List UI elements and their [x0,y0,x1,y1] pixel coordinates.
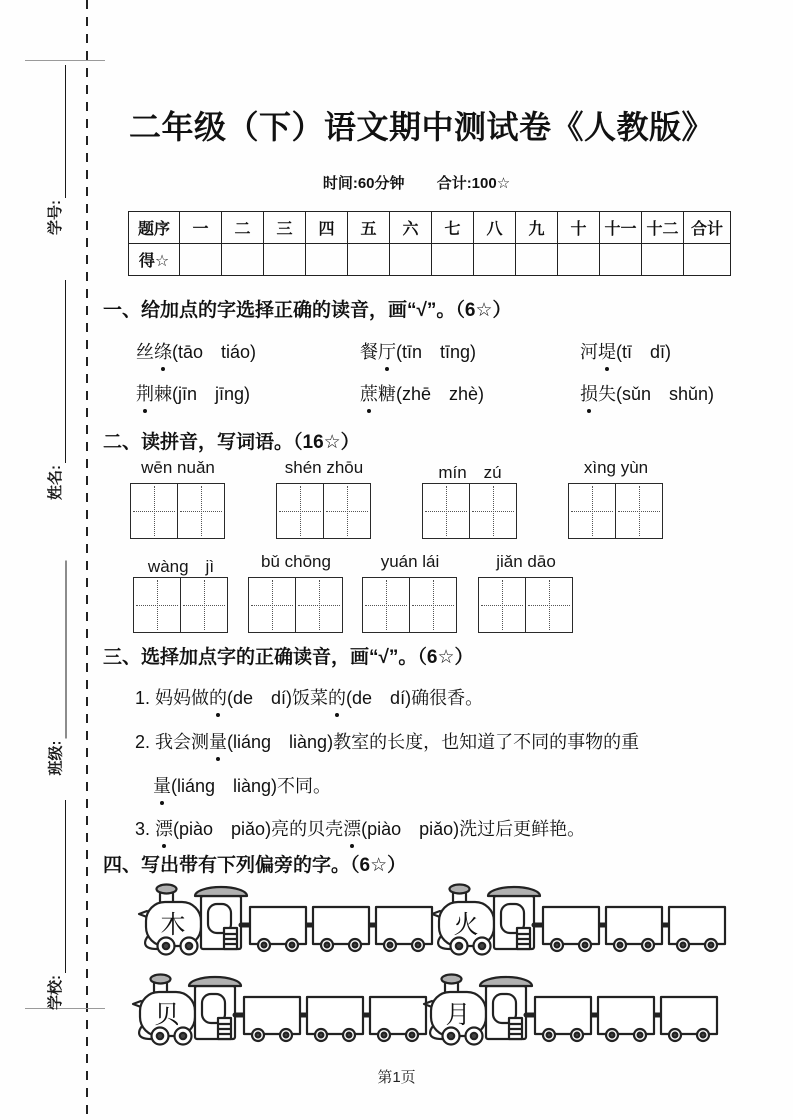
train-car [661,997,717,1034]
pinyin-word-unit [133,552,229,633]
pinyin-label: bǔ chōng [261,552,331,571]
score-cell [222,244,264,276]
score-table-header-cell: 四 [306,212,348,244]
train-chimney-cap [450,885,470,894]
writing-grid-cell [469,484,516,538]
sidebar-field-blank-line [49,800,66,973]
pinyin-label: wàng jì [147,557,215,576]
train-car [307,997,363,1034]
pinyin-label: xìng yùn [583,458,649,477]
q3-sentence: 2. 我会测量(liáng liàng)教室的长度，也知道了不同的事物的重 [135,728,639,754]
writing-grid-box [248,577,343,633]
score-cell [432,244,474,276]
pinyin-label: yuán lái [380,552,440,571]
pinyin-word-unit [362,552,458,633]
pinyin-word-unit [248,552,344,633]
pinyin-word-unit [130,458,226,539]
sidebar-field-label: 姓名: [47,465,64,500]
train-chimney-cap [151,975,171,984]
train-car [535,997,591,1034]
score-table-header-cell: 一 [180,212,222,244]
score-table-score-row [129,244,731,276]
score-table-header-cell: 七 [432,212,474,244]
score-table-header-cell: 八 [474,212,516,244]
score-cell [684,244,731,276]
writing-grid-cell [295,578,342,632]
score-cell [180,244,222,276]
score-cell [306,244,348,276]
train-cab-roof [488,887,540,896]
train-chimney-cap [442,975,462,984]
pinyin-word-unit [422,458,518,539]
page-number: 第1页 [377,1069,416,1086]
writing-grid-cell [277,484,323,538]
score-cell [516,244,558,276]
total-score: 合计:100☆ [436,175,511,192]
sidebar-field-blank-line [49,65,66,198]
train-cab-roof [189,977,241,986]
writing-grid-box [130,483,225,539]
train-chimney-cap [157,885,177,894]
pinyin-label: jiǎn dāo [496,552,556,571]
writing-grid-cell [177,484,224,538]
score-table-header-cell: 六 [390,212,432,244]
train-illustration-bei [131,968,433,1046]
time-limit: 时间:60分钟 [322,175,405,192]
writing-grid-cell [409,578,456,632]
pinyin-word-unit [478,552,574,633]
sidebar-separator-top [25,60,105,61]
q1-word-item: 蔗糖(zhē zhè) [360,380,484,406]
score-cell [600,244,642,276]
score-cell [474,244,516,276]
train-radical-char: 火 [453,911,479,939]
score-table-header-cell: 十二 [642,212,684,244]
score-table-header-cell: 二 [222,212,264,244]
sidebar-field-label: 学校: [47,975,64,1010]
score-cell [264,244,306,276]
score-table-header-cell: 合计 [684,212,731,244]
pinyin-label: shén zhōu [284,458,364,477]
pinyin-label: mín zú [438,463,502,482]
train-illustration-yue [422,968,724,1046]
q1-word-item: 餐厅(tīn tīng) [360,338,476,364]
writing-grid-cell [363,578,409,632]
section3-heading: 三、选择加点字的正确读音，画“√”。（6☆） [103,647,474,668]
score-label-cell: 得☆ [129,244,180,276]
sidebar-field-student-id [44,65,66,235]
paper-meta [95,172,738,193]
sidebar-field-school [44,800,66,1010]
train-illustration-huo [430,878,732,956]
train-radical-char: 木 [160,911,186,939]
train-car [606,907,662,944]
pinyin-label: wēn nuǎn [141,458,215,477]
q3-sentence: 3. 漂(piào piǎo)亮的贝壳漂(piào piǎo)洗过后更鲜艳。 [135,815,585,841]
score-table-header-cell: 九 [516,212,558,244]
train-car [244,997,300,1034]
writing-grid-cell [423,484,469,538]
score-cell [642,244,684,276]
score-table-header-cell: 五 [348,212,390,244]
score-table-header-row [129,212,731,244]
writing-grid-cell [131,484,177,538]
pinyin-word-unit [276,458,372,539]
writing-grid-cell [134,578,180,632]
writing-grid-box [568,483,663,539]
writing-grid-cell [569,484,615,538]
writing-grid-cell [323,484,370,538]
q1-word-item: 丝绦(tāo tiáo) [136,338,256,364]
sidebar-field-class [45,561,67,776]
q3-sentence: 1. 妈妈做的(de dí)饭菜的(de dí)确很香。 [135,684,483,710]
sidebar-field-blank-line [50,561,67,739]
score-cell [348,244,390,276]
score-table-header-cell: 十 [558,212,600,244]
paper-title: 二年级（下）语文期中测试卷《人教版》 [128,109,714,145]
writing-grid-box [478,577,573,633]
score-table [128,211,731,276]
writing-grid-cell [479,578,525,632]
section4-heading: 四、写出带有下列偏旁的字。（6☆） [103,855,407,876]
section1-heading: 一、给加点的字选择正确的读音，画“√”。（6☆） [103,300,512,321]
writing-grid-cell [615,484,662,538]
section2-heading: 二、读拼音，写词语。（16☆） [103,432,360,453]
sidebar-field-name [44,280,66,500]
train-radical-char: 贝 [154,1001,180,1029]
q1-word-item: 损失(sǔn shǔn) [580,380,714,406]
score-cell [390,244,432,276]
q3-sentence-continuation: 量(liáng liàng)不同。 [153,772,331,798]
writing-grid-box [276,483,371,539]
writing-grid-box [422,483,517,539]
score-table-header-cell: 三 [264,212,306,244]
train-car [250,907,306,944]
train-cab-roof [195,887,247,896]
train-cab-roof [480,977,532,986]
train-car [313,907,369,944]
train-radical-char: 月 [445,1001,471,1029]
train-car [543,907,599,944]
train-car [370,997,426,1034]
q1-word-item: 河堤(tī dī) [580,338,671,364]
sidebar-field-blank-line [49,280,66,463]
writing-grid-box [362,577,457,633]
writing-grid-cell [525,578,572,632]
train-car [669,907,725,944]
train-car [598,997,654,1034]
score-table-header-cell: 题序 [129,212,180,244]
sidebar-field-label: 学号: [47,200,64,235]
writing-grid-box [133,577,228,633]
q1-word-item: 荆棘(jīn jīng) [136,380,250,406]
score-cell [558,244,600,276]
pinyin-word-unit [568,458,664,539]
writing-grid-cell [249,578,295,632]
train-illustration-mu [137,878,439,956]
score-table-header-cell: 十一 [600,212,642,244]
cut-dashed-line [86,0,88,1120]
train-car [376,907,432,944]
sidebar-field-label: 班级: [47,740,65,776]
writing-grid-cell [180,578,227,632]
